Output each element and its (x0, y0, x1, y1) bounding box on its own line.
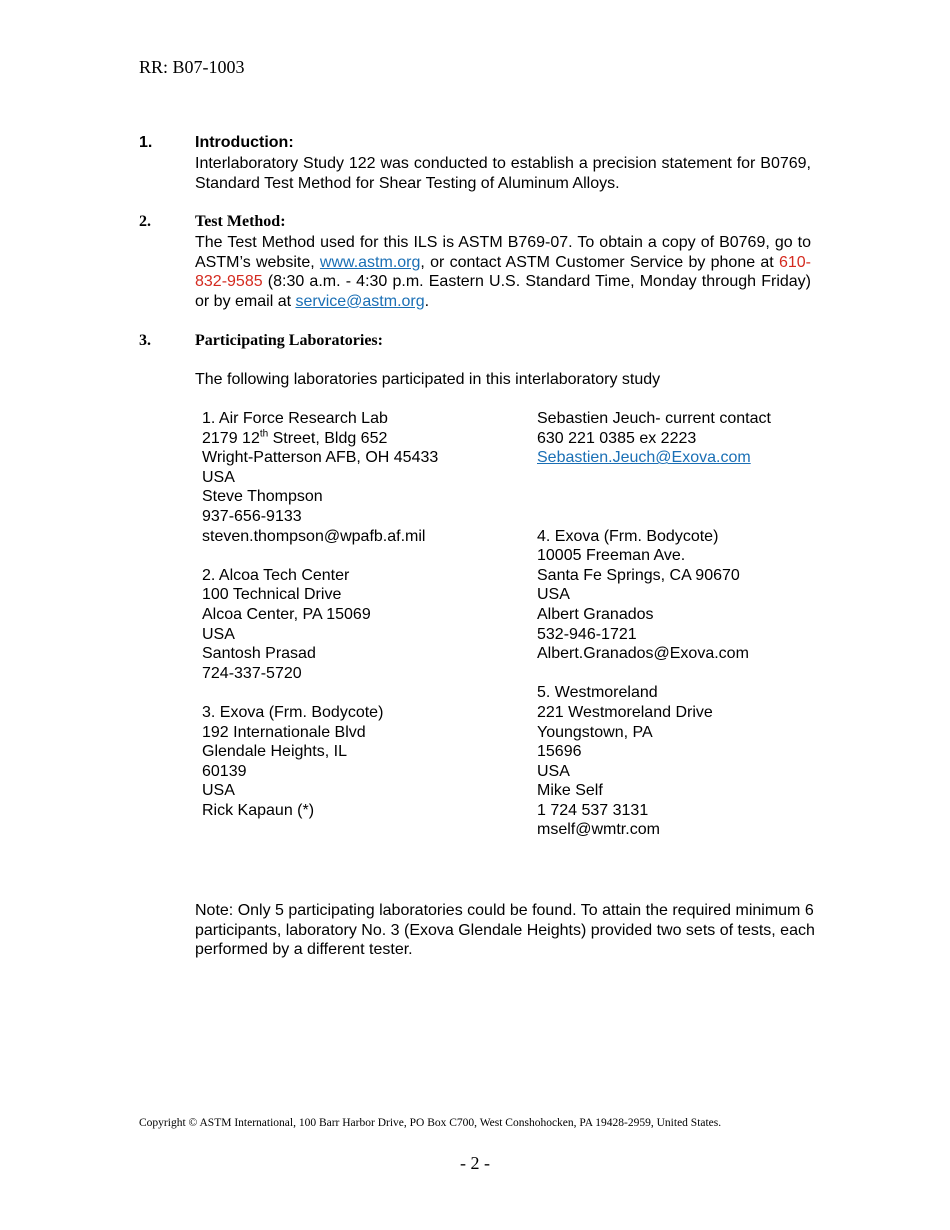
lab-email-link[interactable]: Sebastien.Jeuch@Exova.com (537, 449, 751, 467)
astm-website-link[interactable]: www.astm.org (319, 253, 421, 271)
lab-phone: 532-946-1721 (537, 625, 637, 643)
lab-contact: Santosh Prasad (202, 645, 316, 663)
lab-street: 2179 12th Street, Bldg 652 (202, 428, 388, 447)
lab-country: USA (202, 782, 235, 800)
lab-name: 3. Exova (Frm. Bodycote) (202, 703, 384, 721)
method-text: . (424, 292, 430, 310)
lab-country: USA (537, 586, 570, 604)
lab-city: Santa Fe Springs, CA 90670 (537, 566, 740, 584)
lab-contact: Mike Self (537, 782, 603, 800)
lab-city: Wright-Patterson AFB, OH 45433 (202, 449, 439, 467)
lab-country: USA (537, 762, 570, 780)
method-paragraph (195, 233, 811, 311)
lab-contact: Albert Granados (537, 605, 654, 623)
intro-paragraph: Interlaboratory Study 122 was conducted to establish a precision statement for B0769, Standard Test Method for Shear Testing of Aluminum Alloys. (195, 155, 811, 192)
lab-city: Glendale Heights, IL (202, 743, 347, 761)
lab-email: steven.thompson@wpafb.af.mil (202, 527, 426, 545)
lab-phone: 630 221 0385 ex 2223 (537, 429, 697, 447)
labs-left-column (202, 409, 438, 820)
lab-street: 10005 Freeman Ave. (537, 547, 686, 565)
lab-email: mself@wmtr.com (537, 821, 660, 839)
section-number-method: 2. (139, 213, 151, 230)
section-number-labs: 3. (139, 332, 151, 349)
section-title-intro: Introduction: (195, 134, 294, 151)
lab-city: Alcoa Center, PA 15069 (202, 605, 371, 623)
labs-intro: The following laboratories participated in this interlaboratory study (195, 371, 661, 388)
note-paragraph: Note: Only 5 participating laboratories could be found. To attain the required minimum 6 participants, laboratory No. 3 (Exova Glendale Heights) provided two sets of tests, each performed by a different tester. (195, 902, 815, 959)
lab-phone: 724-337-5720 (202, 664, 302, 682)
page-number: - 2 - (460, 1153, 490, 1173)
lab-name: 1. Air Force Research Lab (202, 410, 388, 427)
lab-street: 221 Westmoreland Drive (537, 703, 713, 721)
section-title-labs: Participating Laboratories: (195, 332, 383, 349)
labs-right-column (537, 409, 771, 840)
lab-zip: 60139 (202, 762, 247, 780)
lab-contact: Sebastien Jeuch- current contact (537, 410, 771, 427)
lab-country: USA (202, 468, 235, 486)
service-email-link[interactable]: service@astm.org (295, 292, 425, 310)
lab-phone: 1 724 537 3131 (537, 801, 649, 819)
method-text: (8:30 a.m. - 4:30 p.m. Eastern U.S. Standard Time, Monday through Friday) or by email at (195, 273, 811, 310)
lab-name: 2. Alcoa Tech Center (202, 566, 350, 584)
lab-city: Youngstown, PA (537, 723, 653, 741)
customer-service-phone: 610-832-9585 (195, 253, 811, 291)
lab-zip: 15696 (537, 743, 582, 761)
lab-street: 100 Technical Drive (202, 586, 342, 604)
method-text: , or contact ASTM Customer Service by phone at (420, 253, 779, 271)
section-title-method: Test Method: (195, 213, 286, 230)
lab-name: 4. Exova (Frm. Bodycote) (537, 527, 719, 545)
lab-phone: 937-656-9133 (202, 507, 302, 525)
lab-country: USA (202, 625, 235, 643)
copyright-footer: Copyright © ASTM International, 100 Barr Harbor Drive, PO Box C700, West Conshohocken, PA 19428-2959, United States. (139, 1117, 722, 1129)
lab-street: 192 Internationale Blvd (202, 723, 366, 741)
lab-contact: Steve Thompson (202, 488, 323, 506)
lab-contact: Rick Kapaun (*) (202, 801, 315, 819)
method-text: The Test Method used for this ILS is ASTM B769-07. To obtain a copy of B0769, go to ASTM’s website, (195, 234, 811, 271)
section-number-intro: 1. (139, 134, 153, 151)
lab-name: 5. Westmoreland (537, 684, 658, 702)
lab-email: Albert.Granados@Exova.com (537, 645, 749, 663)
document-reference: RR: B07-1003 (139, 57, 245, 77)
